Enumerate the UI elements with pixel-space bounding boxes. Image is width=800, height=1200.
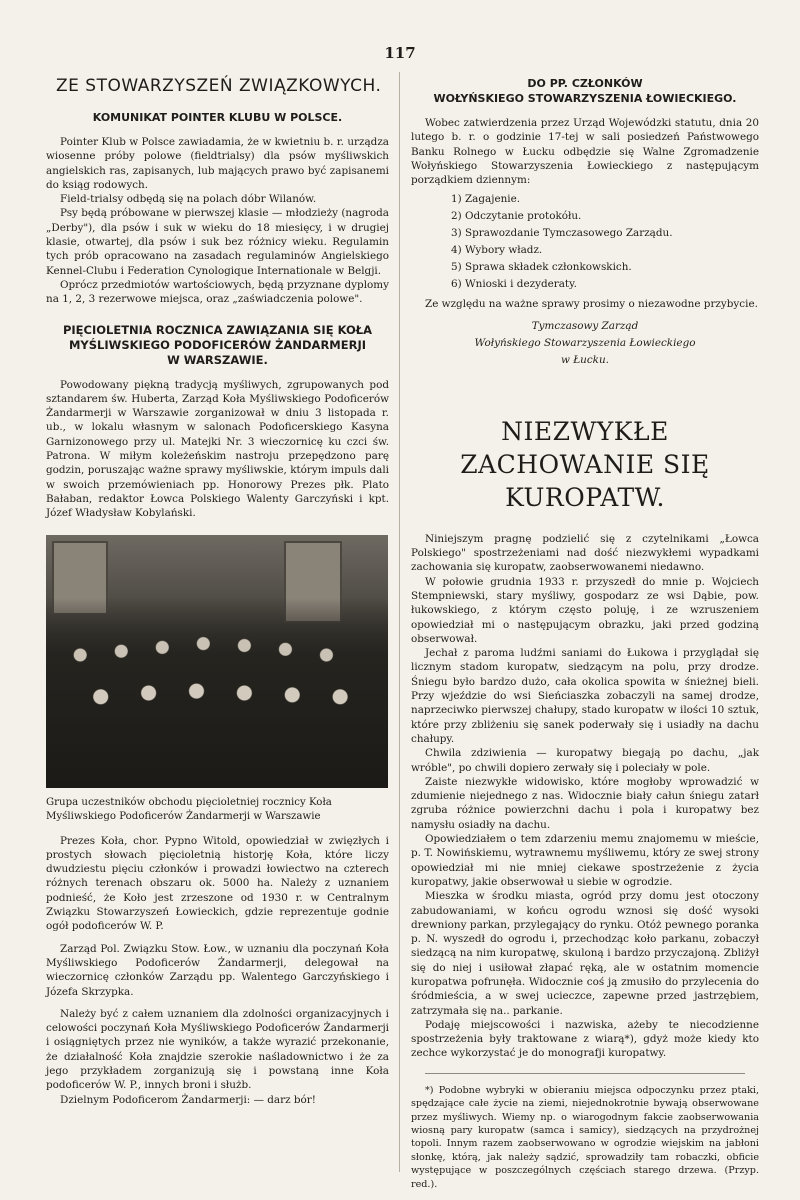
page-number: 117 [384,44,416,62]
article-paragraph: Oprócz przedmiotów wartościowych, będą przyznane dyplomy na 1, 2, 3 rezerwowe miejsca, oraz „zaświadczenia polowe". [46,278,389,306]
group-photo [46,535,388,788]
agenda-item: 3) Sprawozdanie Tymczasowego Zarządu. [451,227,673,240]
notice-closing: Ze względu na ważne sprawy prosimy o niezawodne przybycie. [425,298,758,311]
article-paragraph: Należy być z całem uznaniem dla zdolności organizacyjnych i celowości poczynań Koła Myśliwskiego Podoficerów Żandarmerji i osiągniętych przez nie wyników, a także wyrazić przekonanie, że działalność Koła znajdzie szerokie naśladownictwo i że za jego przykładem zorganizują się i powstaną inne Koła podoficerów W. P., innych broni i służb. [46,1007,389,1092]
article-paragraph: Podaję miejscowości i nazwiska, ażeby te niecodzienne spostrzeżenia były traktowane z wiarą*), gdyż może kiedy kto zechce wykorzystać je do monografji kuropatwy. [411,1018,759,1060]
article-paragraph: Powodowany piękną tradycją myśliwych, zgrupowanych pod sztandarem św. Huberta, Zarząd Koła Myśliwskiego Podoficerów Żandarmerji w Warszawie zorganizował w dniu 3 listopada r. ub., w lokalu własnym w salonach Podoficerskiego Kasyna Garnizonowego przy ul. Matejki Nr. 3 wieczornicę ku czci św. Patrona. W miłym koleżeńskim nastroju przepędzono parę godzin, poruszając ważne sprawy myśliwskie, którym impuls dali w swoich przemówieniach pp. Honorowy Prezes płk. Plato Bałaban, redaktor Łowca Polskiego Walenty Garczyński i kpt. Józef Władysław Kobylański. [46,378,389,520]
article-paragraph: Chwila zdziwienia — kuropatwy biegają po dachu, „jak wróble", po chwili dopiero zerwały się i poleciały w pole. [411,747,759,774]
agenda-list [411,191,759,293]
article-paragraph: Field-trialsy odbędą się na polach dóbr Wilanów. [60,193,317,206]
group-of-people [46,598,388,788]
article-paragraph: Psy będą próbowane w pierwszej klasie — młodzieży (nagroda „Derby"), dla psów i suk w wieku do 18 miesięcy, i w drugiej klasie, otwartej, dla psów i suk bez różnicy wieku. Regulamin tych prób opracowano na zasadach regulaminów Angielskiego Kennel-Clubu i Federation Cynologique Internationale w Belgji. [46,207,389,277]
article-paragraph: Jechał z paroma ludźmi saniami do Łukowa i przyglądał się licznym stadom kuropatw, siedzącym na polu, przy drodze. Śniegu było bardzo dużo, cała okolica spowita w śnieżnej bieli. Przy wjeździe do wsi Sieńciaszka zobaczyli na samej drodze, naprzeciwko pierwszej chałupy, stado kuropatw w ilości 10 sztuk, które przy zbliżeniu się sanek poderwały się i usiadły na dachu chałupy. [411,647,759,745]
footnote-text: *) Podobne wybryki w obieraniu miejsca odpoczynku przez ptaki, spędzające całe życie na ziemi, niejednokrotnie bywają obserwowane przez myśliwych. Wiemy np. o wiarogodnym fakcie zaobserwowania wiosną pary kuropatw (samca i samicy), siedzących na przydrożnej topoli. Innym razem zaobserwowano w ogrodzie wiejskim na jabłoni słonkę, którą, jak należy sądzić, sprowadziły tam robaczki, obficie występujące w poszczególnych częściach starego drzewa. (Przyp. red.). [411,1084,759,1190]
notice-intro: Wobec zatwierdzenia przez Urząd Wojewódzki statutu, dnia 20 lutego b. r. o godzinie 17-tej w sali posiedzeń Państwowego Banku Rolnego w Łucku odbędzie się Walne Zgromadzenie Wołyńskiego Stowarzyszenia Łowieckiego z następującym porządkiem dziennym: [411,117,759,187]
article-paragraph: W połowie grudnia 1933 r. przyszedł do mnie p. Wojciech Stempniewski, stary myśliwy, gospodarz ze wsi Dąbie, pow. łukowskiego, z którym często poluję, i ze wzruszeniem opowiedział mi o następującym obrazku, jaki przed godziną obserwował. [411,575,759,645]
photo-caption: Grupa uczestników obchodu pięcioletniej rocznicy Koła Myśliwskiego Podoficerów Żandarmerji w Warszawie [46,796,332,822]
article-paragraph: Zarząd Pol. Związku Stow. Łow., w uznaniu dla poczynań Koła Myśliwskiego Podoficerów Żandarmerji, delegował na wieczornicę członków Zarządu pp. Walentego Garczyńskiego i Józefa Skrzypka. [46,942,389,998]
article-paragraph: Prezes Koła, chor. Pypno Witold, opowiedział w zwięzłych i prostych słowach pięcioletnią historję Koła, które liczy dwudziestu pięciu członków i prowadzi łowiectwo na czterech różnych terenach obszaru ok. 5000 ha. Należy z uznaniem podnieść, że Koło jest zrzeszone od 1930 r. w Centralnym Związku Stowarzyszeń Łowieckich, gdzie reprezentuje godnie ogół podoficerów W. P. [46,834,389,933]
left-column [46,70,389,1107]
agenda-item: 1) Zagajenie. [451,193,521,206]
article-title-partridges [411,415,759,514]
article-title-pointer-club: KOMUNIKAT POINTER KLUBU W POLSCE. [92,111,343,124]
article-paragraph: Pointer Klub w Polsce zawiadamia, że w kwietniu b. r. urządza wiosenne próby polowe (fieldtrialsy) dla psów myśliwskich angielskich ras, zapisanych, lub mających prawo być zapisanemi do ksiąg rodowych. [46,136,389,191]
title-line: PIĘCIOLETNIA ROCZNICA ZAWIĄZANIA SIĘ KOŁA [62,322,373,337]
title-line: DO PP. CZŁONKÓW [527,77,643,90]
article-paragraph: Zaiste niezwykłe widowisko, które mogłoby wprowadzić w zdumienie niejednego z nas. Widocznie biały całun śniegu zatarł zgruba różnice powierzchni dachu i pola i kuropatwy bez namysłu osiadły na dachu. [411,775,759,831]
agenda-item: 5) Sprawa składek członkowskich. [451,261,632,274]
title-line: MYŚLIWSKIEGO PODOFICERÓW ŻANDARMERJI [68,337,367,352]
article-paragraph: Opowiedziałem o tem zdarzeniu memu znajomemu w mieście, p. T. Nowińskiemu, wytrawnemu myśliwemu, który ze swej strony opowiedział mi nie mniej ciekawe spostrzeżenie z życia kuropatwy, jakie obserwował u siebie w ogrodzie. [411,833,759,888]
article-title-anniversary [46,323,389,368]
notice-title [411,76,759,106]
title-line: WOŁYŃSKIEGO STOWARZYSZENIA ŁOWIECKIEGO. [433,92,737,105]
column-divider [399,72,400,1172]
section-title: ZE STOWARZYSZEŃ ZWIĄZKOWYCH. [56,76,382,96]
footnote-rule [425,1073,745,1074]
agenda-item: 4) Wybory władz. [451,244,543,257]
signature-line: w Łucku. [561,353,609,366]
right-column [411,70,759,1191]
title-line: NIEZWYKŁE ZACHOWANIE SIĘ [460,416,710,479]
title-line: KUROPATW. [505,482,665,512]
agenda-item: 2) Odczytanie protokółu. [451,210,582,223]
signature-line: Wołyńskiego Stowarzyszenia Łowieckiego [474,336,696,349]
agenda-item: 6) Wnioski i dezyderaty. [451,278,577,291]
article-paragraph: Mieszka w środku miasta, ogród przy domu jest otoczony zabudowaniami, w końcu ogrodu wznosi się dość wysoki drewniony parkan, przylegający do rynku. Otóż pewnego poranka p. N. wyszedł do ogrodu i, przechodząc koło parkanu, zobaczył siedzącą na nim kuropatwę, skuloną i bardzo przyczajoną. Zbliżył się do niej i usiłował złapać ręką, ale w ostatnim momencie kuropatwa pofrunęła. Widocznie coś ją zmusiło do przylecenia do śródmieścia, a w swej ucieczce, zapewne przed jastrzębiem, zatrzymała się na.. parkanie. [411,890,759,1017]
article-paragraph: Niniejszym pragnę podzielić się z czytelnikami „Łowca Polskiego" spostrzeżeniami nad dość niezwykłemi wypadkami zachowania się kuropatw, zaobserwowanemi niedawno. [411,532,759,574]
title-line: W WARSZAWIE. [167,352,268,367]
footnote [411,1084,759,1191]
signature-line: Tymczasowy Zarząd [531,319,639,332]
article-paragraph: Dzielnym Podoficerom Żandarmerji: — darz bór! [60,1093,316,1106]
